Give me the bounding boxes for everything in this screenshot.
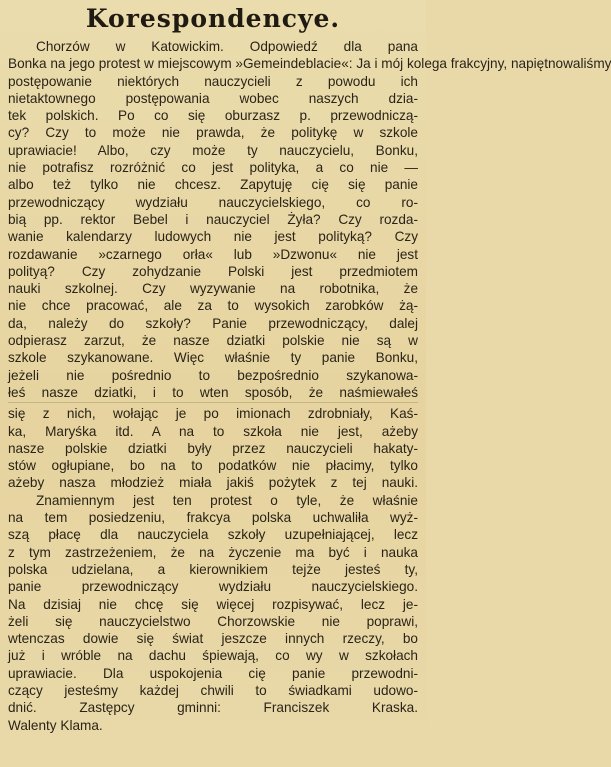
article-line: albo też tylko nie chcesz. Zapytuję cię się panie bbox=[8, 177, 418, 193]
article-line: nie potrafisz rozróżnić co jest polityka, a co nie — bbox=[8, 160, 418, 176]
article-line: rozdawanie »czarnego orła« lub »Dzwonu« nie jest bbox=[8, 246, 418, 262]
article-line: da, należy do szkoły? Panie przewodniczący, dalej bbox=[8, 315, 418, 331]
article-line: Walenty Klama. bbox=[8, 717, 103, 733]
article-line: postępowanie niektórych nauczycieli z powodu ich bbox=[8, 73, 418, 89]
article-line: polska udzielana, a kierownikiem tejże jesteś ty, bbox=[8, 561, 418, 577]
article-line: nietaktownego postępowania wobec naszych dzia- bbox=[8, 90, 418, 106]
article-part-1 bbox=[8, 38, 611, 401]
article-line: przewodniczący wydziału nauczycielskiego, co ro- bbox=[8, 194, 418, 210]
article-line: się z nich, wołając je po imionach zdrobniały, Kaś- bbox=[8, 406, 418, 422]
article-line: szkole szykanowane. Więc właśnie ty panie Bonku, bbox=[8, 350, 418, 366]
article-line: bią pp. rektor Bebel i nauczyciel Żyła? Czy rozda- bbox=[8, 211, 418, 227]
article-body bbox=[8, 38, 611, 734]
article-line: stów ogłupiane, bo na to podatków nie płacimy, tylko bbox=[8, 458, 418, 474]
article-line: odpierasz zarzut, że nasze dziatki polskie nie są w bbox=[8, 333, 418, 349]
article-line: wanie kalendarzy ludowych nie jest polityką? Czy bbox=[8, 229, 418, 245]
article-line: panie przewodniczący wydziału nauczycielskiego. bbox=[8, 579, 418, 595]
article-line: ka, Maryśka itd. A na to szkoła nie jest, ażeby bbox=[8, 423, 418, 439]
article-line: nie chce pracować, ale za to wysokich zarobków żą- bbox=[8, 298, 418, 314]
article-line: dnić. Zastępcy gminni: Franciszek Kraska. bbox=[8, 700, 418, 716]
article-line: uprawiacie! Albo, czy może ty nauczycielu, Bonku, bbox=[8, 142, 418, 158]
article-line: na tem posiedzeniu, frakcya polska uchwaliła wyż- bbox=[8, 510, 418, 526]
article-line: Bonka na jego protest w miejscowym »Gemeindeblacie«: Ja i mój kolega frakcyjny, napiętnowaliśmy bbox=[8, 56, 611, 72]
article-line: Znamiennym jest ten protest o tyle, że właśnie bbox=[36, 492, 418, 508]
section-heading: Korespondencye. bbox=[85, 4, 341, 33]
column-break-line bbox=[8, 402, 418, 403]
article-line: cy? Czy to może nie prawda, że politykę w szkole bbox=[8, 125, 418, 141]
article-line: już i wróble na dachu śpiewają, co wy w szkołach bbox=[8, 648, 418, 664]
article-line: z tym zastrzeżeniem, że na życzenie ma być i nauka bbox=[8, 544, 418, 560]
article-line: szą płacę dla nauczyciela szkoły uzupełniającej, lecz bbox=[8, 527, 418, 543]
article-line: tek polskich. Po co się oburzasz p. przewodniczą- bbox=[8, 108, 418, 124]
article-line: czący jesteśmy każdej chwili to świadkami udowo- bbox=[8, 682, 418, 698]
article-line: Chorzów w Katowickim. Odpowiedź dla pana bbox=[36, 39, 418, 54]
article-part-2 bbox=[8, 405, 418, 734]
article-line: Na dzisiaj nie chcę się więcej rozpisywać, lecz je- bbox=[8, 596, 418, 612]
article-line: łeś nasze dziatki, i to wten sposób, że naśmiewałeś bbox=[8, 384, 418, 400]
article-line: nauki szkolnej. Czy wyzywanie na robotnika, że bbox=[8, 281, 418, 297]
article-line: uprawiacie. Dla uspokojenia cię panie przewodni- bbox=[8, 665, 418, 681]
article-line: wtenczas dowie się świat jeszcze innych rzeczy, bo bbox=[8, 631, 418, 647]
article-line: nasze polskie dziatki były przez nauczycieli hakaty- bbox=[8, 440, 418, 456]
article-line: żeli się nauczycielstwo Chorzowskie nie poprawi, bbox=[8, 613, 418, 629]
article-line: ażeby nasza młodzież miała jakiś pożytek z tej nauki. bbox=[8, 475, 418, 491]
article-line: jeżeli nie pośrednio to bezpośrednio szykanowa- bbox=[8, 367, 418, 383]
article-line: polityą? Czy zohydzanie Polski jest przedmiotem bbox=[8, 263, 418, 279]
